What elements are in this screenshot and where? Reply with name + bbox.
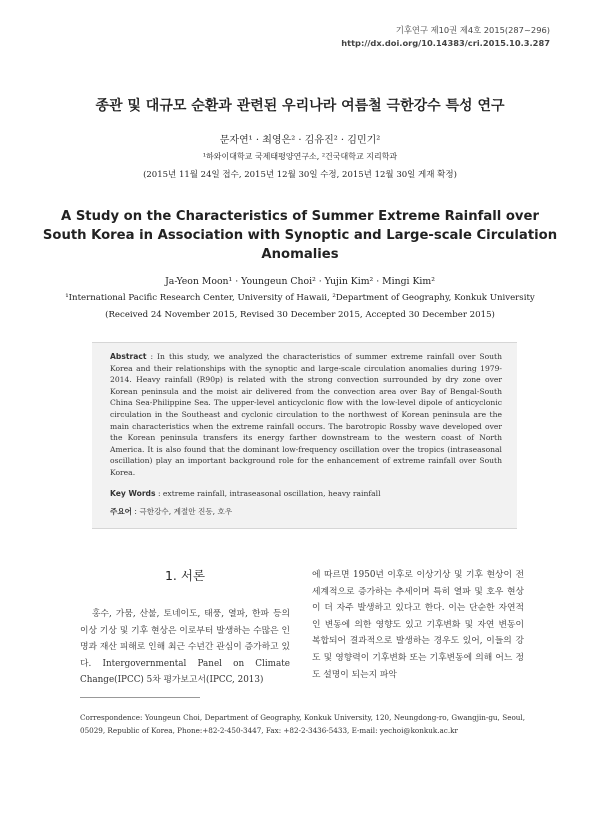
korean-dates: (2015년 11월 24일 접수, 2015년 12월 30일 수정, 2015년 12월 30일 게재 확정) [143,170,457,180]
english-title: A Study on the Characteristics of Summer Extreme Rainfall over South Korea in Association with Synoptic and Large-scale Circulation Anomalies [42,209,558,262]
english-dates: (Received 24 November 2015, Revised 30 December 2015, Accepted 30 December 2015) [105,310,495,320]
korean-authors: 문자연¹ · 최영은² · 김유진² · 김민기² [219,135,381,146]
section-heading: 1. 서론 [164,568,206,583]
korean-affiliations: ¹하와이대학교 국제태평양연구소, ²건국대학교 지리학과 [202,152,398,161]
body-column-left [80,566,290,689]
korean-keywords-label: 주요어 [110,507,133,516]
body-paragraph-left: 홍수, 가뭄, 산불, 토네이도, 태풍, 열파, 한파 등의 이상 기상 및 기후 현상은 이로부터 발생하는 수많은 인명과 재산 피해로 인해 최근 수년간 관심이 증가하고 있다. Intergovernmental Panel on Climate Change(IPCC) 5차 평가보고서(IPCC, 2013) [80,609,290,686]
body-paragraph-right: 에 따르면 1950년 이후로 이상기상 및 기후 현상이 전 세계적으로 증가하는 추세이며 특히 열파 및 호우 현상이 더 자주 발생하고 있다고 한다. 이는 단순한 자연적인 변동에 의한 영향도 있고 기후변화 및 자연 변동이 복합되어 결과적으로 발생하는 경우도 있어, 이들의 강도 및 영향력이 기후변화 또는 기후변동에 의해 어느 정도 설명이 되는지 파악 [312,570,524,680]
journal-reference [341,24,550,50]
korean-title: 종관 및 대규모 순환과 관련된 우리나라 여름철 극한강수 특성 연구 [95,98,505,114]
korean-keywords-text: : 극한강수, 계절안 진동, 호우 [132,507,233,516]
keywords [110,489,381,498]
journal-citation: 기후연구 제10권 제4호 2015(287~296) [395,25,550,35]
footnote-divider [80,697,200,698]
body-column-right [312,567,524,683]
doi-link[interactable]: http://dx.doi.org/10.14383/cri.2015.10.3.287 [341,38,550,48]
keywords-label: Key Words [110,489,156,498]
english-authors: Ja-Yeon Moon¹ · Youngeun Choi² · Yujin Kim² · Mingi Kim² [165,276,435,287]
abstract-label: Abstract [110,352,147,361]
korean-keywords [110,506,232,517]
english-affiliations: ¹International Pacific Research Center, University of Hawaii, ²Department of Geography, Konkuk University [65,293,535,303]
keywords-text: : extreme rainfall, intraseasonal oscillation, heavy rainfall [155,489,381,498]
abstract [110,351,502,479]
abstract-text: : In this study, we analyzed the characteristics of summer extreme rainfall over South Korea and their relationships with the synoptic and large-scale circulation anomalies during 1979-2014. Heavy rainfall (R90p) is related with the strong convection surrounded by dry zone over Korean peninsula and the moist air delivered from the convection area over Bay of Bengal-South China Sea-Philippine Sea. The upper-level anticyclonic flow with the low-level dipole of anticyclonic circulation in the Southeast and cyclonic circulation to the northwest of Korean peninsula are the main characteristics when the extreme rainfall occurs. The barotropic Rossby wave developed over the Korean peninsula transfers its energy farther downstream to the western coast of North America. It is also found that the dominant low-frequency oscillation over the tropics (intraseasonal oscillation) play an important background role for the enhancement of extreme rainfall over South Korea. [110,352,502,477]
correspondence-footnote: Correspondence: Youngeun Choi, Department of Geography, Konkuk University, 120, Neungdong-ro, Gwangjin-gu, Seoul, 05029, Republic of Korea, Phone:+82-2-450-3447, Fax: +82-2-3436-5433, E-mail: yechoi@konkuk.ac.kr [80,713,525,735]
